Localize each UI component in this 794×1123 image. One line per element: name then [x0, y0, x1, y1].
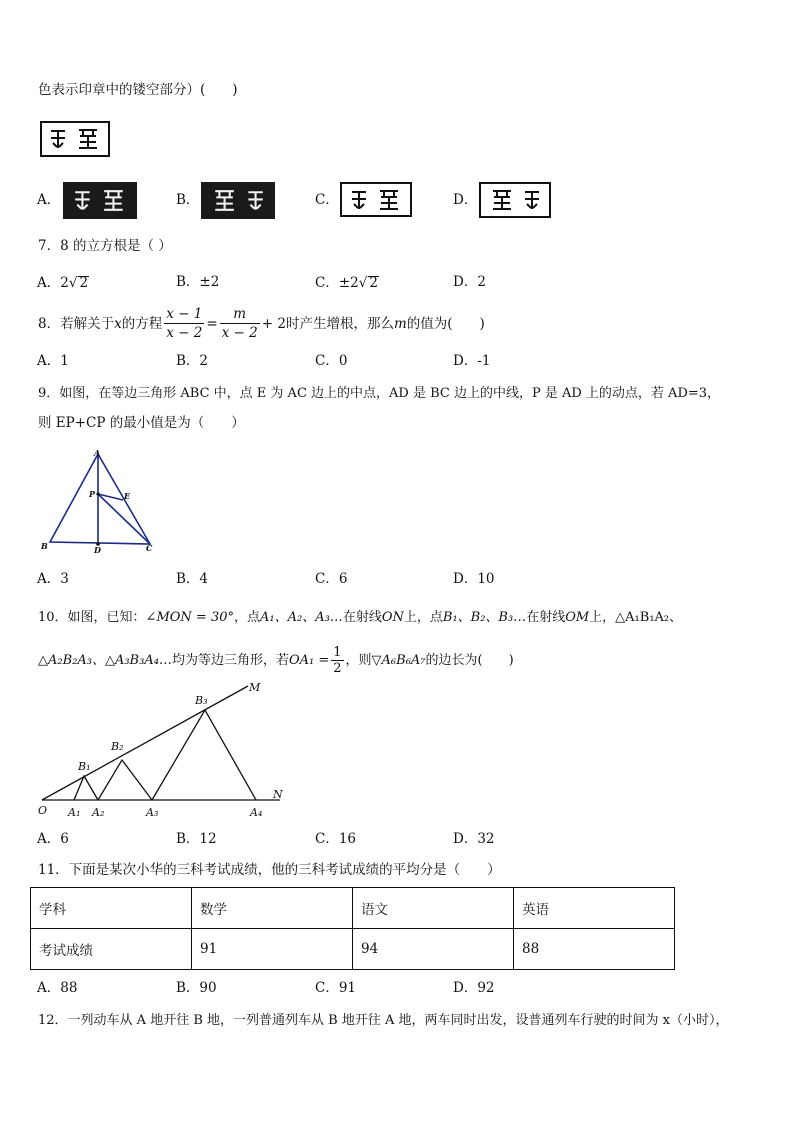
- q8-fraction-1: [164, 306, 204, 341]
- option-label: C．: [315, 980, 339, 996]
- option-text: 1: [60, 353, 69, 369]
- q8-option-d[interactable]: [453, 355, 490, 369]
- q7-stem: 7．8 的立方根是（ ）: [38, 238, 172, 254]
- q8-option-a[interactable]: [37, 355, 69, 369]
- table-row: [31, 929, 675, 970]
- option-label: D．: [453, 831, 478, 847]
- option-label: C．: [315, 831, 339, 847]
- q12-stem: 12．一列动车从 A 地开往 B 地，一列普通列车从 B 地开往 A 地，两车同时出发，设普通列车行驶的时间为 x（小时），: [38, 1013, 729, 1028]
- q11-option-d[interactable]: [453, 982, 495, 996]
- q10-points-b: B₁、B₂、B₃…: [442, 610, 527, 625]
- q10-point-b-word: 上，点: [403, 610, 443, 625]
- q8-var-m: m: [393, 315, 407, 332]
- option-label: A．: [37, 571, 61, 587]
- q10-ray-om: OM: [565, 610, 590, 625]
- q6-option-d-seal[interactable]: [479, 182, 551, 218]
- q8-end: 的值为( ): [406, 315, 485, 332]
- option-label: C．: [315, 275, 339, 291]
- q6-option-b-seal[interactable]: [201, 182, 275, 219]
- q6-option-a-seal[interactable]: [63, 182, 137, 219]
- triangle-a3b3a4: [152, 710, 256, 800]
- sqrt-icon: √: [358, 275, 368, 291]
- q10-points-a: A₁、A₂、A₃…: [260, 610, 343, 625]
- fraction-denominator: 2: [333, 661, 342, 676]
- q10-option-d[interactable]: [453, 833, 495, 847]
- q7-option-d[interactable]: [453, 276, 486, 290]
- fraction-numerator: m: [220, 306, 260, 324]
- fraction-numerator: 1: [333, 645, 342, 660]
- q8-stem: [38, 306, 485, 341]
- q10-option-a[interactable]: [37, 833, 69, 847]
- q11-option-b[interactable]: [176, 982, 217, 996]
- sqrt-icon: √: [68, 275, 78, 291]
- label-b2: B₂: [111, 740, 124, 753]
- q7-option-a[interactable]: [37, 276, 89, 291]
- table-cell: 英语: [514, 888, 675, 929]
- seal-glyphs: [485, 187, 545, 213]
- label-a1: A₁: [68, 806, 81, 819]
- q8-equals: =: [206, 315, 218, 332]
- table-cell: 91: [192, 929, 353, 970]
- q9-triangle-figure: [38, 448, 163, 556]
- option-text: 2: [477, 274, 486, 290]
- option-text: 90: [199, 980, 217, 996]
- fraction-denominator: x − 2: [221, 325, 258, 342]
- option-radicand: 2: [79, 275, 89, 291]
- q10-figure: [30, 676, 300, 824]
- triangle-a2b2a3: [98, 760, 152, 800]
- option-label: D．: [453, 980, 478, 996]
- table-cell: 语文: [353, 888, 514, 929]
- label-a4: A₄: [250, 806, 263, 819]
- table-cell: 学科: [31, 888, 192, 929]
- q6-option-d-label: D．: [453, 192, 478, 208]
- q8-option-b[interactable]: [176, 355, 208, 369]
- seal-glyphs: [207, 187, 269, 214]
- q10-on-ray-word: 在射线: [342, 610, 382, 625]
- q10-option-b[interactable]: [176, 833, 217, 847]
- table-cell: 数学: [192, 888, 353, 929]
- table-row: [31, 888, 675, 929]
- q10-oa1: OA₁ =: [288, 653, 330, 668]
- q10-prefix: 10．如图，已知：: [38, 610, 146, 625]
- q7-option-c[interactable]: [315, 276, 379, 291]
- q10-then: ，则: [345, 653, 372, 668]
- label-m: M: [249, 681, 261, 694]
- q10-om-ray-word: 在射线: [526, 610, 566, 625]
- q9-option-d[interactable]: [453, 573, 495, 587]
- q8-plus-two: + 2: [261, 315, 286, 332]
- option-text: 6: [338, 571, 348, 587]
- option-coefficient: 2: [60, 275, 69, 291]
- option-text: 32: [477, 831, 495, 847]
- option-text: 12: [199, 831, 217, 847]
- segment-pc: [98, 494, 150, 544]
- option-coefficient: ±2: [338, 275, 359, 291]
- label-e: E: [124, 491, 131, 501]
- option-radicand: 2: [369, 275, 378, 291]
- option-text: 6: [60, 831, 69, 847]
- point-p: [96, 492, 99, 495]
- option-label: D．: [453, 274, 478, 290]
- q9-stem-line-1: 9．如图，在等边三角形 ABC 中，点 E 为 AC 边上的中点，AD 是 BC 边上的中线，P 是 AD 上的动点，若 AD=3，: [38, 386, 721, 401]
- option-text: 10: [477, 571, 495, 587]
- q10-target-triangle: ▽A₆B₆A₇: [371, 653, 426, 668]
- option-text: -1: [477, 353, 491, 369]
- option-text: 16: [338, 831, 357, 847]
- q6-stem-tail: 色表示印章中的镂空部分）( ): [38, 82, 238, 98]
- label-p: P: [89, 489, 96, 499]
- q10-point-word: ，点: [233, 610, 260, 625]
- table-cell: 考试成绩: [31, 929, 192, 970]
- option-text: 3: [60, 571, 69, 587]
- q7-option-b[interactable]: [176, 276, 219, 290]
- label-b3: B₃: [195, 694, 208, 707]
- option-label: C．: [315, 353, 339, 369]
- label-b1: B₁: [78, 760, 91, 773]
- q10-half-fraction: [331, 646, 343, 675]
- q10-ray-on: ON: [381, 610, 404, 625]
- option-text: ±2: [199, 274, 220, 290]
- option-label: A．: [37, 353, 61, 369]
- option-label: D．: [453, 353, 478, 369]
- option-text: 0: [338, 353, 348, 369]
- q10-line2-end: 的边长为( ): [425, 653, 514, 668]
- q9-option-c[interactable]: [315, 573, 347, 587]
- option-label: A．: [37, 831, 61, 847]
- table-cell: 88: [514, 929, 675, 970]
- q10-equilateral-text: 均为等边三角形，若: [171, 653, 289, 668]
- option-text: 92: [477, 980, 495, 996]
- q11-option-a[interactable]: [37, 982, 77, 996]
- q8-prefix: 8．若解关于: [38, 315, 115, 332]
- option-text: 88: [60, 980, 78, 996]
- label-a2: A₂: [92, 806, 105, 819]
- q8-option-c[interactable]: [315, 355, 347, 369]
- q10-option-c[interactable]: [315, 833, 356, 847]
- seal-glyphs: [45, 126, 105, 152]
- label-a: A: [94, 448, 101, 458]
- label-b: B: [41, 541, 48, 551]
- q10-stem-line-2: [38, 646, 514, 675]
- fraction-denominator: x − 2: [166, 325, 203, 342]
- seal-glyphs: [346, 187, 406, 213]
- fraction-numerator: x − 1: [164, 306, 204, 324]
- option-label: A．: [37, 275, 61, 291]
- label-d: D: [94, 545, 101, 555]
- seal-glyphs: [69, 187, 131, 214]
- option-label: D．: [453, 571, 478, 587]
- option-text: 4: [199, 571, 209, 587]
- q9-option-b[interactable]: [176, 573, 208, 587]
- option-text: 2: [199, 353, 209, 369]
- option-label: B．: [176, 571, 200, 587]
- q6-option-a-label: A．: [37, 192, 61, 208]
- q8-fraction-2: [220, 306, 260, 341]
- label-n: N: [273, 788, 283, 801]
- q8-mid: 的方程: [121, 315, 163, 332]
- q6-option-b-label: B．: [176, 192, 200, 208]
- q8-var-x: x: [114, 315, 122, 332]
- q10-angle: ∠MON = 30°: [145, 610, 234, 625]
- q9-stem-line-2: 则 EP+CP 的最小值是为（ ）: [38, 415, 245, 431]
- label-o: O: [38, 804, 48, 817]
- q10-stem-line-1: [38, 611, 682, 624]
- ray-om: [42, 686, 248, 800]
- option-label: B．: [176, 831, 200, 847]
- q8-suffix: 时产生增根，那么: [285, 315, 394, 332]
- q11-score-table: [30, 887, 675, 970]
- option-label: B．: [176, 274, 200, 290]
- option-label: C．: [315, 571, 339, 587]
- q10-triangles: △A₂B₂A₃、△A₃B₃A₄…: [38, 653, 172, 668]
- option-label: A．: [37, 980, 61, 996]
- q10-line1-end: 上，△A₁B₁A₂、: [589, 610, 683, 625]
- q9-option-a[interactable]: [37, 573, 69, 587]
- option-label: B．: [176, 353, 200, 369]
- seal-reference-image: [40, 121, 110, 157]
- q11-option-c[interactable]: [315, 982, 356, 996]
- table-cell: 94: [353, 929, 514, 970]
- label-c: C: [146, 543, 153, 553]
- label-a3: A₃: [146, 806, 159, 819]
- option-text: 91: [338, 980, 357, 996]
- option-label: B．: [176, 980, 200, 996]
- q6-option-c-seal[interactable]: [340, 182, 412, 217]
- q6-option-c-label: C．: [315, 192, 339, 208]
- q11-stem: 11．下面是某次小华的三科考试成绩，他的三科考试成绩的平均分是（ ）: [38, 862, 501, 878]
